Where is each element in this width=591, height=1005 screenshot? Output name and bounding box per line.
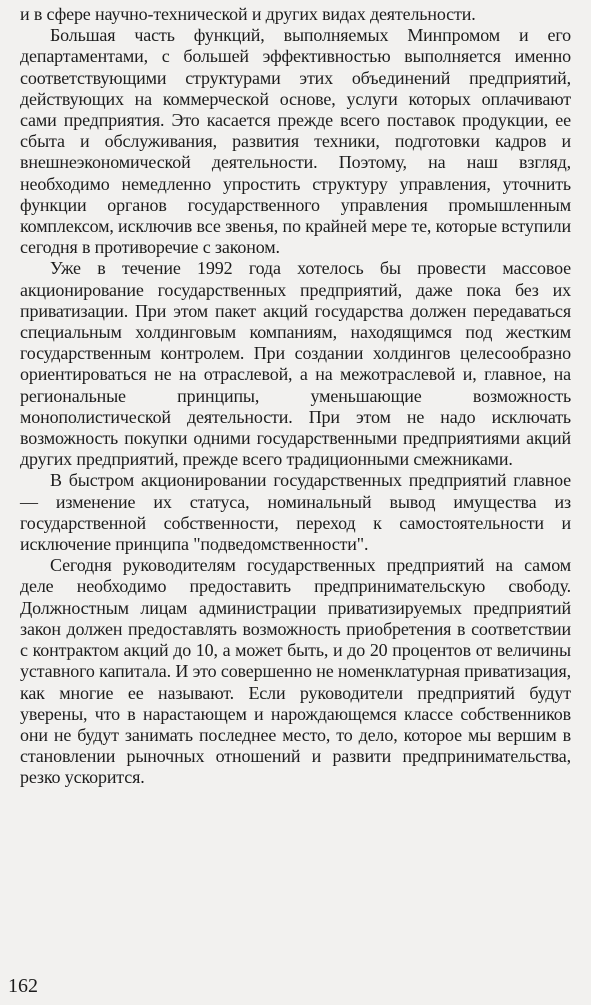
paragraph-rapid-corporatization: В быстром акционировании государственных предприятий главное — изменение их статуса, номинальный вывод имущества из государственной собственности, переход к самостоятельности и исключение принципа "подведомственности". xyxy=(20,470,571,555)
paragraph-entrepreneurial-freedom: Сегодня руководителям государственных предприятий на самом деле необходимо предоставить предпринимательскую свободу. Должностным лицам администрации приватизируемых предприятий закон должен предоставлять возможность приобретения в соответствии с контрактом акций до 10, а может быть, и до 20 процентов от величины уставного капитала. И это совершенно не номенклатурная приватизация, как многие ее называют. Если руководители предприятий будут уверены, что в нарастающем и нарождающемся классе собственников они не будут занимать последнее место, то дело, которое мы вершим в становлении рыночных отношений и развити предпринимательства, резко ускорится. xyxy=(20,555,571,788)
paragraph-ministry-functions: Большая часть функций, выполняемых Минпромом и его департаментами, с большей эффективностью выполняется именно соответствующими структурами этих объединений предприятий, действующих на коммерческой основе, услуги которых оплачивают сами предприятия. Это касается прежде всего поставок продукции, ее сбыта и обслуживания, развития техники, подготовки кадров и внешнеэкономической деятельности. Поэтому, на наш взгляд, необходимо немедленно упростить структуру управления, уточнить функции органов государственного управления промышленным комплексом, исключив все звенья, по крайней мере те, которые вступили сегодня в противоречие с законом. xyxy=(20,25,571,258)
paragraph-continuation: и в сфере научно-технической и других видах деятельности. xyxy=(20,4,476,24)
paragraph-mass-corporatization: Уже в течение 1992 года хотелось бы провести массовое акционирование государственных предприятий, даже пока без их приватизации. При этом пакет акций государства должен передаваться специальным холдинговым компаниям, находящимся под жестким государственным контролем. При создании холдингов целесообразно ориентироваться не на отраслевой, а на межотраслевой и, главное, на региональные принципы, уменьшающие возможность монополистической деятельности. При этом не надо исключать возможность покупки одними государственными предприятиями акций других предприятий, прежде всего традиционными смежниками. xyxy=(20,258,571,470)
body-text xyxy=(20,4,571,789)
page-number: 162 xyxy=(8,975,38,997)
